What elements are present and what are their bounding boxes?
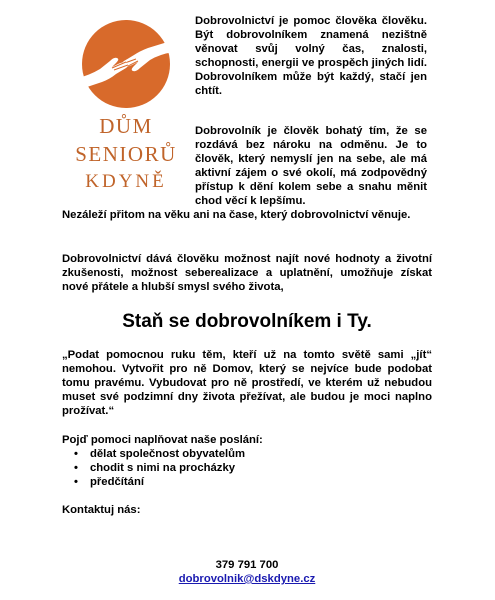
headline: Staň se dobrovolníkem i Ty. (122, 311, 372, 332)
mission-list (72, 447, 245, 489)
volunteer-definition-paragraph: Dobrovolník je člověk bohatý tím, že se rozdává bez nároku na odměnu. Je to člověk, který nemyslí jen na sebe, ale má aktivní zájem o své okolí, má zodpovědný přístup k dění kolem sebe a snahu měnit chod věcí k lepšímu. (195, 125, 427, 207)
contact-label: Kontaktuj nás: (62, 504, 141, 516)
list-item-text: chodit s nimi na procházky (90, 462, 236, 474)
list-item-text: dělat společnost obyvatelům (90, 448, 246, 460)
list-item (72, 447, 245, 461)
helping-hands-icon (62, 14, 190, 114)
list-item (72, 461, 245, 475)
bullet-icon: • (74, 476, 78, 488)
bullet-icon: • (74, 462, 78, 474)
age-time-paragraph: Nezáleží přitom na věku ani na čase, který dobrovolnictví věnuje. (62, 209, 411, 221)
bullet-icon: • (74, 448, 78, 460)
logo-text-dum: DŮM (99, 114, 153, 138)
email-line (62, 573, 432, 585)
mission-intro: Pojď pomoci naplňovat naše poslání: (62, 434, 263, 446)
logo-text-senioru: SENIORŮ (75, 142, 177, 166)
logo-text-kdyne: KDYNĚ (85, 171, 167, 192)
email-link[interactable]: dobrovolnik@dskdyne.cz (178, 573, 316, 585)
list-item-text: předčítání (90, 476, 144, 488)
intro-paragraph: Dobrovolnictví je pomoc člověka člověku. Být dobrovolníkem znamená nezištně věnovat svůj volný čas, znalosti, schopnosti, energii ve prospěch jiných lidí. Dobrovolníkem může být každý, stačí jen chtít. (195, 15, 427, 97)
phone-number: 379 791 700 (215, 559, 279, 571)
list-item (72, 475, 245, 489)
logo (62, 14, 190, 192)
quote-paragraph: „Podat pomocnou ruku těm, kteří už na tomto světě sami „jít“ nemohou. Vytvořit pro ně Domov, který se nejvíce bude podobat tomu pravému. Vybudovat pro ně prostředí, ve kterém už nebudou muset své podzimní dny života přežívat, ale budou je moci naplno prožívat.“ (62, 349, 432, 417)
benefits-paragraph: Dobrovolnictví dává člověku možnost najít nové hodnoty a životní zkušenosti, možnost seberealizace a uplatnění, umožňuje získat nové přátele a hlubší smysl svého života, (62, 253, 432, 293)
